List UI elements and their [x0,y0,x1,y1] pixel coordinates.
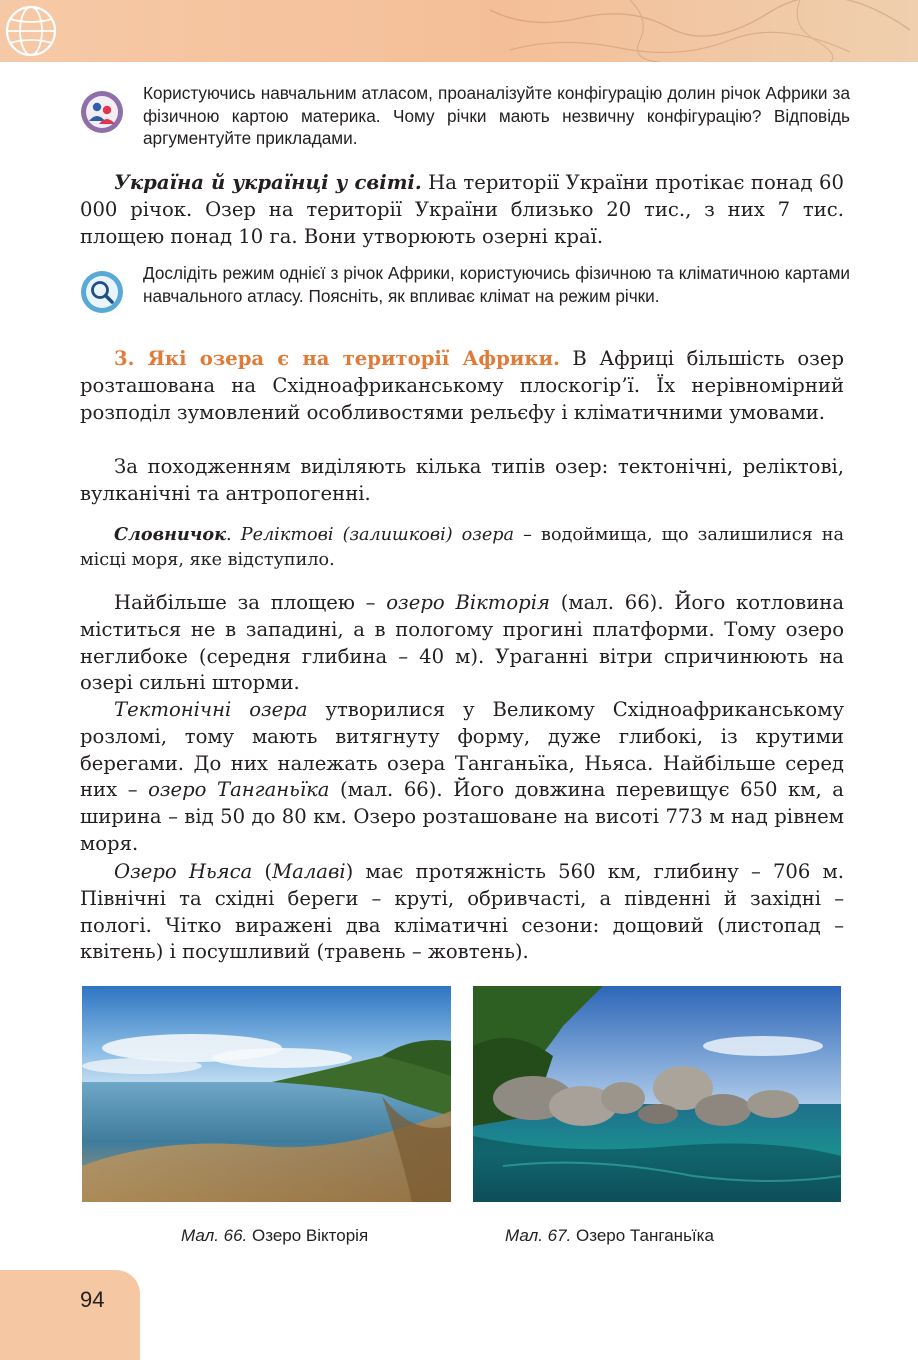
glossary-label: Словничок [114,524,227,545]
map-decoration [470,0,918,62]
caption-figure-67 [505,1226,714,1246]
photo-lake-tanganyika [473,986,841,1202]
page-number-tab [0,1270,140,1360]
victoria-lead: Найбільше за площею – [114,591,387,614]
section-heading: 3. Які озера є на території Африки. [114,347,560,370]
people-icon [80,90,124,134]
task-text: Користуючись навчальним атласом, проаналізуйте конфігурацію долин річок Африки за фізичною картою материка. Чому річки мають незвичну конфігурацію? Відповідь аргументуйте прикладами. [143,83,850,148]
malawi-name: Малаві [272,860,346,883]
magnifier-icon [80,270,124,314]
task-text: Дослідіть режим однієї з річок Африки, користуючись фізичною та кліматичною картами навчального атласу. Поясніть, як впливає клімат на режим річки. [143,263,850,306]
glossary-definition: – водоймища, що залишилися на місці моря, яке відступило. [80,525,844,570]
tectonic-text-1: утворилися у Великому Східноафриканському розломі, тому мають витягнуту форму, дуже глибокі, із крутими берегами. До них належать озера Танганьїка, Ньяса. Найбільше серед них – [80,698,844,802]
lake-types-paragraph: За походженням виділяють кілька типів озер: тектонічні, реліктові, вулканічні та антропогенні. [80,455,844,505]
task-block-research [80,262,850,307]
nyasa-name: Озеро Ньяса [114,860,253,883]
glossary-paragraph [80,522,844,573]
victoria-text: (мал. 66). Його котловина міститься не в западині, а в пологому прогині платформи. Тому озеро неглибоке (середня глибина – 40 м). Ураганні вітри спричинюють на озері сильні шторми. [80,591,844,695]
nyasa-open-paren: ( [252,860,273,883]
nyasa-paragraph [80,859,844,966]
caption-figure-66 [181,1226,368,1246]
glossary-term: Реліктові (залишкові) озера [240,525,515,545]
tectonic-paragraph [80,697,844,858]
ukraine-text: На території України протікає понад 60 000 річок. Озер на території України близько 20 тис., з них 7 тис. площею понад 10 га. Вони утворюють озерні краї. [80,171,844,248]
victoria-paragraph [80,590,844,697]
section-text: В Африці більшість озер розташована на Східноафриканському плоскогір’ї. Їх нерівномірний розподіл зумовлений особливостями рельєфу і кліматичними умовами. [80,347,844,424]
page-number: 94 [80,1287,105,1312]
glossary-sep: . [226,525,241,545]
tectonic-term: Тектонічні озера [114,698,308,721]
victoria-name: озеро Вікторія [386,591,550,614]
caption-title: Озеро Танганьїка [571,1226,714,1245]
photo-lake-victoria [82,986,451,1202]
caption-number: Мал. 66. [181,1226,248,1245]
nyasa-text: ) має протяжність 560 км, глибину – 706 м. Північні та східні береги – круті, обривчасті, а південні й західні – пологі. Чітко виражені два кліматичні сезони: дощовий (листопад – квітень) і посушливий (травень – жовтень). [80,860,845,964]
page-header-band [0,0,918,62]
ukraine-paragraph [80,170,844,250]
globe-icon [2,2,60,60]
tectonic-text-2: (мал. 66). Його довжина перевищує 650 км, а ширина – від 50 до 80 км. Озеро розташоване на висоті 773 м над рівнем моря. [80,778,844,855]
caption-title: Озеро Вікторія [247,1226,369,1245]
ukraine-heading: Україна й українці у світі. [114,171,422,194]
section-3-paragraph [80,346,844,426]
caption-number: Мал. 67. [505,1226,572,1245]
tanganyika-name: озеро Танганьїка [148,778,330,802]
task-block-atlas [80,82,850,150]
